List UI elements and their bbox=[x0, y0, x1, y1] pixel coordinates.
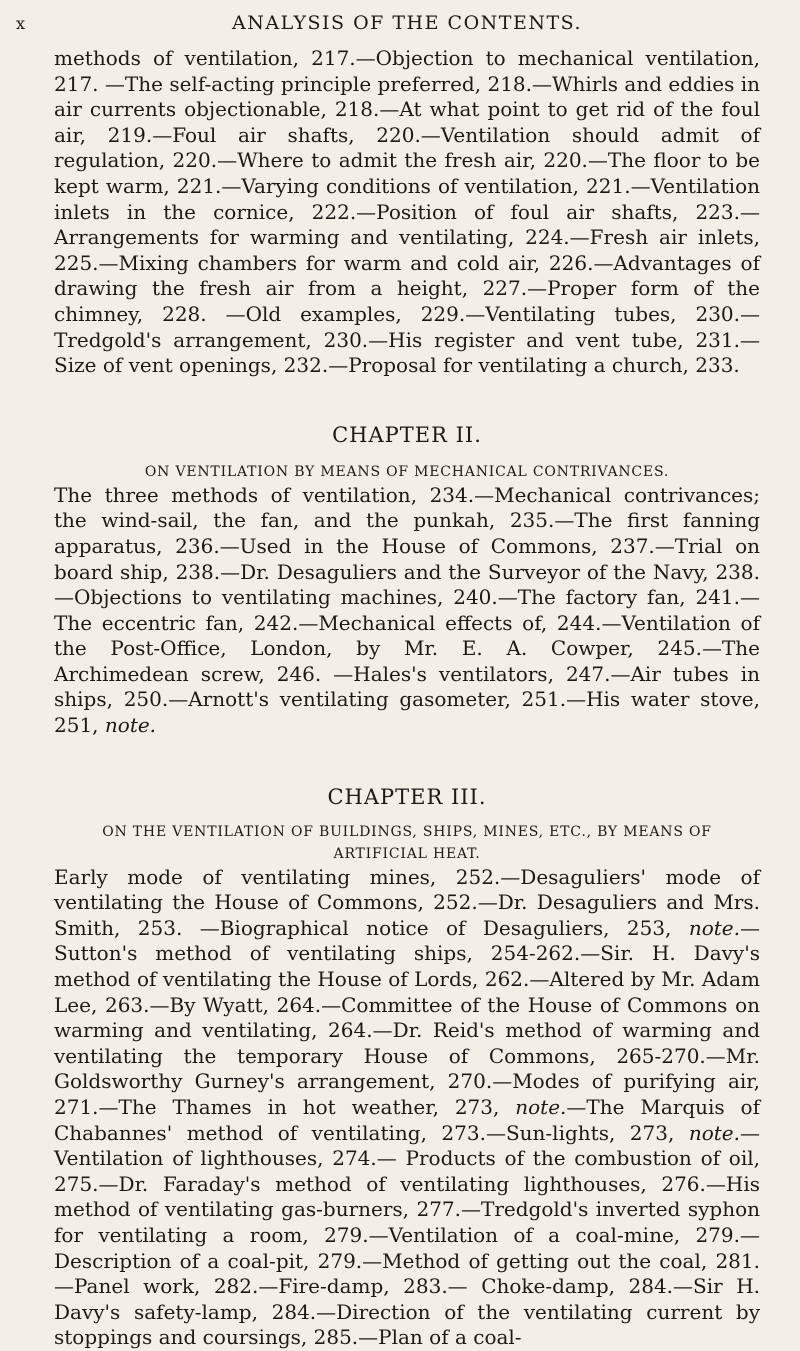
chapter-3-text-b: —Sutton's method of ventilating ships, 254-262.—Sir. H. Davy's method of ventilating the House of Lords, 262.—Altered by Mr. Adam Lee, 263.—By Wyatt, 264.—Committee of the House of Commons on warming and ventilating, 264.—Dr. Reid's method of warming and ventilating the temporary House of Commons, 265-270.—Mr. Goldsworthy Gurney's arrangement, 270.—Modes of purifying air, 271.—The Thames in hot weather, 273, bbox=[54, 915, 760, 1119]
chapter-3-note-c: note. bbox=[688, 1120, 740, 1145]
continuation-paragraph: methods of ventilation, 217.—Objection to mechanical ventilation, 217. —The self-acting principle preferred, 218.—Whirls and eddies in air currents objectionable, 218.—At what point to get rid of the foul air, 219.—Foul air shafts, 220.—Ventilation should admit of regulation, 220.—Where to admit the fresh air, 220.—The floor to be kept warm, 221.—Varying conditions of ventilation, 221.—Ventilation inlets in the cornice, 222.—Position of foul air shafts, 223.—Arrangements for warming and ventilating, 224.—Fresh air inlets, 225.—Mixing chambers for warm and cold air, 226.—Advantages of drawing the fresh air from a height, 227.—Proper form of the chimney, 228. —Old examples, 229.—Ventilating tubes, 230.—Tredgold's arrangement, 230.—His register and vent tube, 231.—Size of vent openings, 232.—Proposal for ventilating a church, 233. bbox=[54, 46, 760, 378]
chapter-3-subtitle: ON THE VENTILATION OF BUILDINGS, SHIPS, MINES, ETC., BY MEANS OF ARTIFICIAL HEAT. bbox=[102, 823, 712, 862]
chapter-2-subtitle: ON VENTILATION BY MEANS OF MECHANICAL CONTRIVANCES. bbox=[144, 463, 670, 480]
chapter-3-note-a: note. bbox=[688, 915, 740, 940]
chapter-2-note: note. bbox=[104, 713, 157, 738]
chapter-3-heading: CHAPTER III. bbox=[327, 784, 487, 809]
chapter-3-paragraph bbox=[54, 865, 760, 1351]
chapter-3-text-d: —Ventilation of lighthouses, 274.— Products of the combustion of oil, 275.—Dr. Faraday's method of ventilating lighthouses, 276.—His method of ventilating gas-burners, 277.—Tredgold's inverted syphon for ventilating a room, 279.—Ventilation of a coal-mine, 279.—Description of a coal-pit, 279.—Method of getting out the coal, 281.—Panel work, 282.—Fire-damp, 283.— Choke-damp, 284.—Sir H. Davy's safety-lamp, 284.—Direction of the ventilating current by stoppings and coursings, 285.—Plan of a coal- bbox=[54, 1120, 760, 1350]
running-head bbox=[16, 6, 760, 46]
book-page bbox=[16, 6, 760, 1351]
chapter-2-text: The three methods of ventilation, 234.—Mechanical contrivances; the wind-sail, the fan, and the punkah, 235.—The first fanning apparatus, 236.—Used in the House of Commons, 237.—Trial on board ship, 238.—Dr. Desaguliers and the Surveyor of the Navy, 238.—Objections to ventilating machines, 240.—The factory fan, 241.—The eccentric fan, 242.—Mechanical effects of, 244.—Ventilation of the Post-Office, London, by Mr. E. A. Cowper, 245.—The Archimedean screw, 246. —Hales's ventilators, 247.—Air tubes in ships, 250.—Arnott's ventilating gasometer, 251.—His water stove, 251, bbox=[54, 482, 760, 738]
page-folio: x bbox=[16, 14, 27, 33]
chapter-2-heading: CHAPTER II. bbox=[332, 422, 482, 447]
chapter-3-note-b: note. bbox=[515, 1095, 567, 1119]
chapter-3-text-a: Early mode of ventilating mines, 252.—Desaguliers' mode of ventilating the House of Commons, 252.—Dr. Desaguliers and Mrs. Smith, 253. —Biographical notice of Desaguliers, 253, bbox=[54, 864, 760, 940]
chapter-2-paragraph bbox=[54, 483, 760, 739]
running-head-title: ANALYSIS OF THE CONTENTS. bbox=[232, 12, 582, 34]
chapter-3-text-c: —The Marquis of Chabannes' method of ventilating, 273.—Sun-lights, 273, bbox=[54, 1095, 760, 1145]
